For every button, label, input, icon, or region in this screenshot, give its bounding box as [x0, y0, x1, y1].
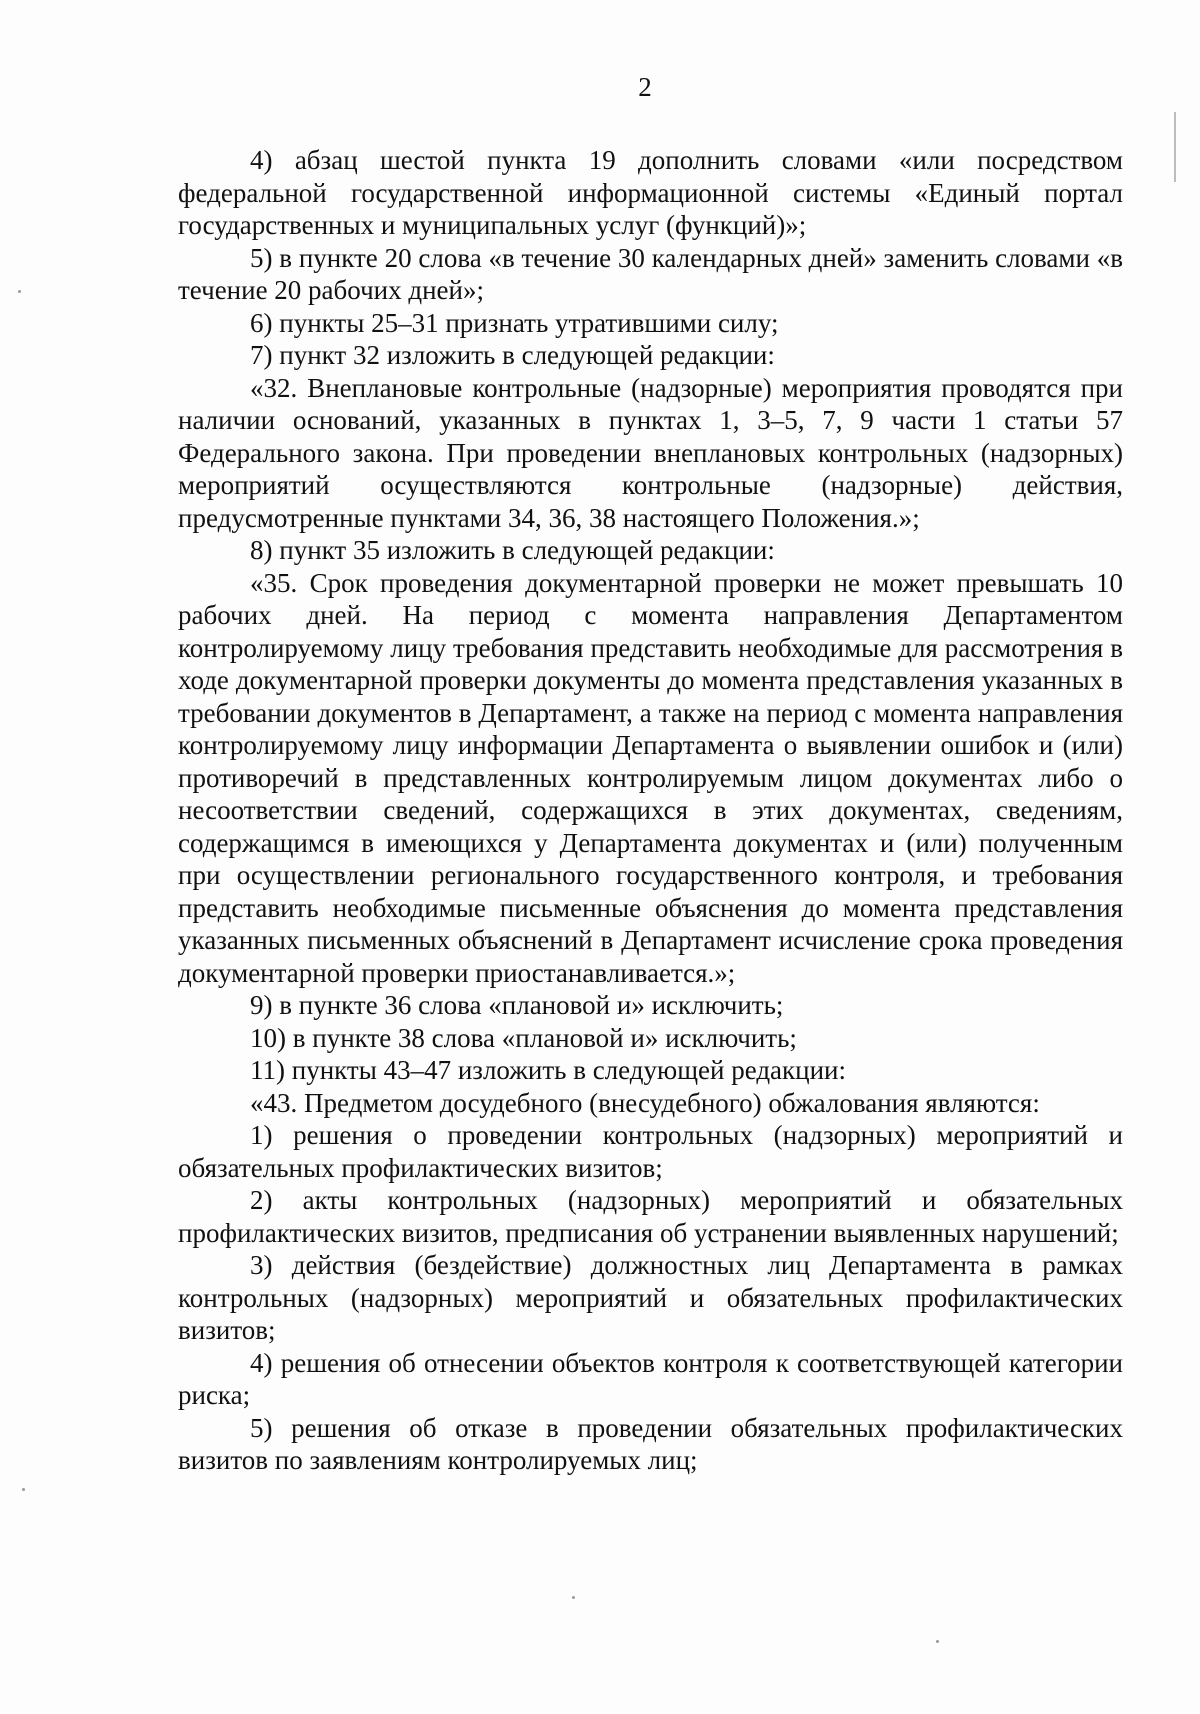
paragraph-clause-43: «43. Предметом досудебного (внесудебного) обжалования являются:	[250, 1087, 1040, 1118]
scan-speck	[22, 1488, 25, 1491]
paragraph-item-6: 6) пункты 25–31 признать утратившими силу;	[250, 307, 779, 338]
paragraph-subitem-2: 2) акты контрольных (надзорных) мероприятий и обязательных профилактических визитов, предписания об устранении выявленных нарушений;	[178, 1185, 1123, 1248]
paragraph-item-10: 10) в пункте 38 слова «плановой и» исключить;	[250, 1022, 797, 1053]
scan-speck	[572, 1596, 575, 1599]
scan-speck	[18, 290, 21, 293]
paragraph-subitem-1: 1) решения о проведении контрольных (надзорных) мероприятий и обязательных профилактических визитов;	[178, 1120, 1123, 1183]
paragraph-item-11: 11) пункты 43–47 изложить в следующей редакции:	[250, 1055, 847, 1085]
document-body	[178, 144, 1123, 1477]
paragraph-item-7: 7) пункт 32 изложить в следующей редакции:	[250, 340, 775, 370]
paragraph-clause-32: «32. Внеплановые контрольные (надзорные) мероприятия проводятся при наличии оснований, указанных в пунктах 1, 3–5, 7, 9 части 1 статьи 57 Федерального закона. При проведении внеплановых контрольных (надзорных) мероприятий осуществляются контрольные (надзорные) действия, предусмотренные пунктами 34, 36, 38 настоящего Положения.»;	[178, 372, 1123, 533]
paragraph-item-4: 4) абзац шестой пункта 19 дополнить словами «или посредством федеральной государственной информационной системы «Единый портал государственных и муниципальных услуг (функций)»;	[178, 145, 1123, 240]
paragraph-clause-35: «35. Срок проведения документарной проверки не может превышать 10 рабочих дней. На период с момента направления Департаментом контролируемому лицу требования представить необходимые для рассмотрения в ходе документарной проверки документы до момента представления указанных в требовании документов в Департамент, а также на период с момента направления контролируемому лицу информации Департамента о выявлении ошибок и (или) противоречий в представленных контролируемым лицом документах либо о несоответствии сведений, содержащихся в этих документах, сведениям, содержащимся в имеющихся у Департамента документах и (или) полученным при осуществлении регионального государственного контроля, и требования представить необходимые письменные объяснения до момента представления указанных письменных объяснений в Департамент исчисление срока проведения документарной проверки приостанавливается.»;	[178, 567, 1123, 988]
paragraph-item-5: 5) в пункте 20 слова «в течение 30 календарных дней» заменить словами «в течение 20 рабочих дней»;	[178, 242, 1123, 305]
paragraph-subitem-4: 4) решения об отнесении объектов контроля к соответствующей категории риска;	[178, 1347, 1123, 1410]
paragraph-subitem-5: 5) решения об отказе в проведении обязательных профилактических визитов по заявлениям контролируемых лиц;	[178, 1412, 1123, 1475]
scan-speck	[936, 1640, 939, 1643]
paragraph-item-8: 8) пункт 35 изложить в следующей редакции:	[250, 535, 775, 565]
scan-edge-mark	[1174, 112, 1176, 182]
page-number: 2	[638, 72, 652, 102]
paragraph-subitem-3: 3) действия (бездействие) должностных лиц Департамента в рамках контрольных (надзорных) мероприятий и обязательных профилактических визитов;	[178, 1250, 1123, 1345]
paragraph-item-9: 9) в пункте 36 слова «плановой и» исключить;	[250, 990, 784, 1020]
